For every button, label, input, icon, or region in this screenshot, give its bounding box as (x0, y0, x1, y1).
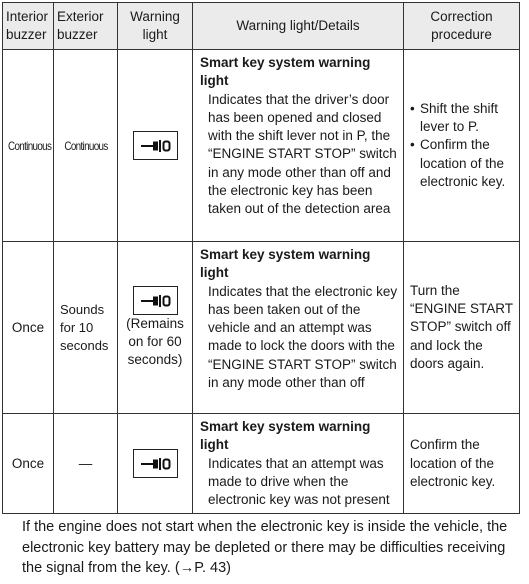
exterior-buzzer-cell: Continuous (59, 50, 111, 242)
header-exterior-buzzer: Exterior buzzer (54, 3, 118, 50)
exterior-buzzer-cell: Sounds for 10 seconds (54, 242, 118, 414)
header-correction: Correction procedure (404, 3, 520, 50)
warning-light-cell (118, 414, 193, 514)
footnote-mark (6, 517, 22, 538)
smart-key-warning-icon (133, 286, 178, 315)
correction-cell (404, 50, 520, 242)
interior-buzzer-cell: Once (3, 414, 54, 514)
table-row (3, 50, 520, 242)
interior-buzzer-cell: Once (3, 242, 54, 414)
correction-cell: Confirm the location of the electronic key. (404, 414, 520, 514)
table-header-row (3, 3, 520, 50)
light-duration-note: (Remains on for 60 seconds) (126, 316, 184, 367)
warning-light-cell (118, 50, 193, 242)
details-title: Smart key system warning light (200, 247, 371, 281)
correction-step: • Confirm the location of the electronic key. (410, 136, 515, 191)
footnote (6, 517, 519, 579)
smart-key-warning-icon (133, 449, 178, 478)
exterior-buzzer-cell: — (54, 414, 118, 514)
details-cell (193, 50, 404, 242)
table-row (3, 242, 520, 414)
interior-buzzer-cell: Continuous (7, 50, 49, 242)
correction-cell: Turn the “ENGINE START STOP” switch off and lock the doors again. (404, 242, 520, 414)
smart-key-warning-icon (133, 131, 178, 160)
details-body: Indicates that the electronic key has been taken out of the vehicle and an attempt was made to lock the doors with the “ENGINE START STOP” switch in any mode other than off (208, 283, 398, 391)
details-title: Smart key system warning light (200, 55, 371, 89)
footnote-text: If the engine does not start when the electronic key is inside the vehicle, the electronic key battery may be depleted or there may be difficulties receiving the signal from the key. (→P. 43) (22, 519, 508, 576)
details-body: Indicates that the driver’s door has been opened and closed with the shift lever not in P, the “ENGINE START STOP” switch in any mode other than off and the electronic key has been taken out of the detection area (208, 91, 397, 217)
details-title: Smart key system warning light (200, 419, 371, 453)
correction-step: • Shift the shift lever to P. (410, 100, 515, 137)
table-row (3, 414, 520, 514)
details-cell (193, 242, 404, 414)
warning-buzzer-table (2, 2, 520, 514)
details-body: Indicates that an attempt was made to drive when the electronic key was not present (208, 455, 390, 508)
header-warning-light: Warning light (118, 3, 193, 50)
header-interior-buzzer: Interior buzzer (3, 3, 54, 50)
details-cell (193, 414, 404, 514)
header-details: Warning light/Details (193, 3, 404, 50)
warning-light-cell (118, 242, 193, 414)
correction-list (410, 100, 515, 191)
